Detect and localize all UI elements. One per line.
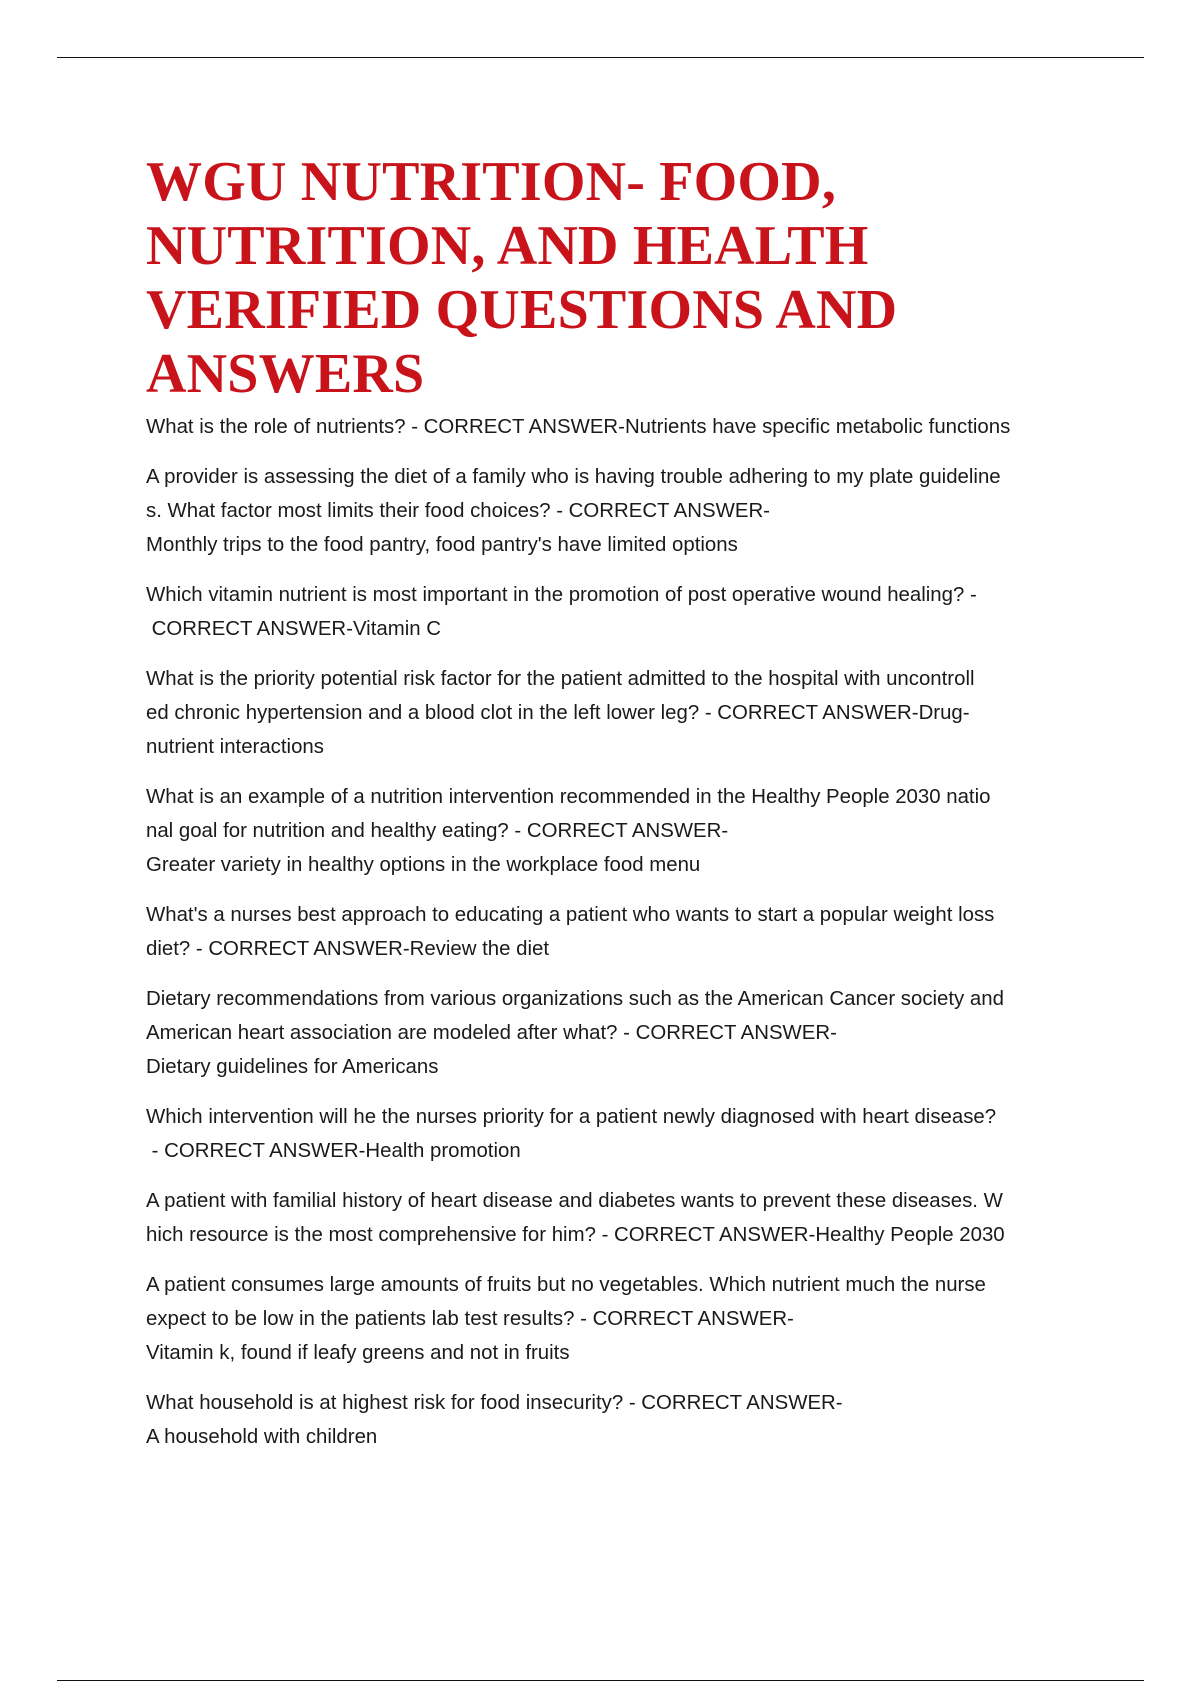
qa-item: What is the priority potential risk factor for the patient admitted to the hospital with uncontroll ed chronic hypertension and a blood clot in the left lower leg? - CORRECT ANSWER-Drug- nutrient interactions	[146, 668, 975, 758]
qa-item: Dietary recommendations from various organizations such as the American Cancer society and American heart association are modeled after what? - CORRECT ANSWER- Dietary guidelines for Americans	[146, 988, 1004, 1078]
qa-item: What's a nurses best approach to educating a patient who wants to start a popular weight loss diet? - CORRECT ANSWER-Review the diet	[146, 904, 995, 960]
qa-item: What is an example of a nutrition intervention recommended in the Healthy People 2030 natio nal goal for nutrition and healthy eating? - CORRECT ANSWER- Greater variety in healthy options in the workplace food menu	[146, 786, 991, 876]
qa-item: What household is at highest risk for food insecurity? - CORRECT ANSWER- A household with children	[146, 1392, 843, 1448]
qa-item: A patient with familial history of heart disease and diabetes wants to prevent these diseases. W hich resource is the most comprehensive for him? - CORRECT ANSWER-Healthy People 2030	[146, 1190, 1005, 1246]
document-title: WGU NUTRITION- FOOD, NUTRITION, AND HEALTH VERIFIED QUESTIONS AND ANSWERS	[146, 151, 898, 405]
qa-item: A patient consumes large amounts of fruits but no vegetables. Which nutrient much the nurse expect to be low in the patients lab test results? - CORRECT ANSWER- Vitamin k, found if leafy greens and not in fruits	[146, 1274, 986, 1364]
qa-item: What is the role of nutrients? - CORRECT ANSWER-Nutrients have specific metabolic functions	[146, 416, 1011, 438]
qa-list	[146, 410, 1094, 1454]
document-page	[146, 150, 1094, 1470]
qa-item: Which vitamin nutrient is most important in the promotion of post operative wound healing? - CORRECT ANSWER-Vitamin C	[146, 584, 977, 640]
top-rule	[57, 57, 1144, 58]
qa-item: Which intervention will he the nurses priority for a patient newly diagnosed with heart disease? - CORRECT ANSWER-Health promotion	[146, 1106, 997, 1162]
qa-item: A provider is assessing the diet of a family who is having trouble adhering to my plate guideline s. What factor most limits their food choices? - CORRECT ANSWER- Monthly trips to the food pantry, food pantry's have limited options	[146, 466, 1001, 556]
bottom-rule	[57, 1680, 1144, 1681]
